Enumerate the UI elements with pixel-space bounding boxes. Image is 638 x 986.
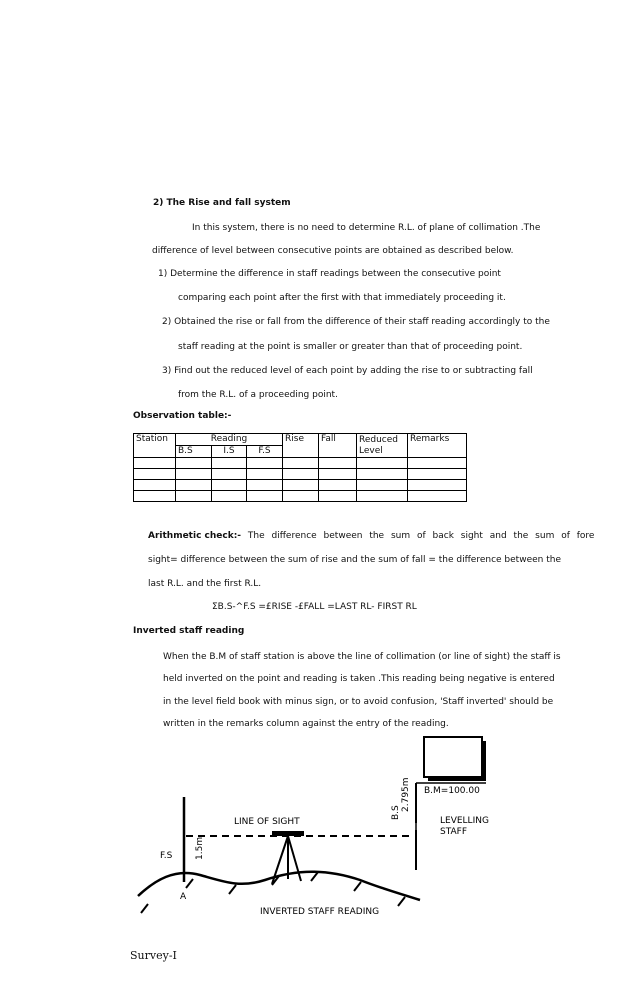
bm-label: B.M=100.00 <box>424 786 480 796</box>
intro-line-2: difference of level between consecutive points are obtained as described below. <box>152 246 514 256</box>
level-instrument-icon <box>272 831 304 836</box>
arithmetic-label: Arithmetic check:- <box>148 531 242 541</box>
observation-title: Observation table:- <box>133 411 232 421</box>
subheader-fs: F.S <box>247 446 283 458</box>
inverted-line-4: written in the remarks column against the entry of the reading. <box>163 719 449 729</box>
step-1-line-2: comparing each point after the first with that immediately proceeding it. <box>178 293 506 303</box>
step-2-line-2: staff reading at the point is smaller or greater than that of proceeding point. <box>178 342 523 352</box>
header-reduced: Reduced <box>359 435 399 445</box>
bs-value-label: 2.795m <box>401 777 411 812</box>
inverted-line-1: When the B.M of staff station is above the line of collimation (or line of sight) the staff is <box>163 652 561 662</box>
point-a-label: A <box>180 892 187 902</box>
arithmetic-line-2: sight= difference between the sum of rise and the sum of fall = the difference between the <box>148 555 561 565</box>
building-icon <box>424 737 482 777</box>
page-footer: Survey-I <box>130 949 177 962</box>
fs-label: F.S <box>160 851 173 861</box>
header-level: Level <box>359 446 383 456</box>
step-1-line-1: 1) Determine the difference in staff readings between the consecutive point <box>158 269 501 279</box>
header-fall: Fall <box>319 434 357 458</box>
arithmetic-line-3: last R.L. and the first R.L. <box>148 579 262 589</box>
step-3-line-1: 3) Find out the reduced level of each point by adding the rise to or subtracting fall <box>162 366 533 376</box>
levelling-label: LEVELLING <box>440 816 489 826</box>
header-rise: Rise <box>283 434 319 458</box>
inverted-line-2: held inverted on the point and reading is taken .This reading being negative is entered <box>163 674 555 684</box>
header-remarks: Remarks <box>408 434 467 458</box>
subheader-bs: B.S <box>176 446 212 458</box>
step-3-line-2: from the R.L. of a proceeding point. <box>178 390 338 400</box>
line-of-sight-label: LINE OF SIGHT <box>234 817 300 827</box>
arithmetic-formula: ΣB.S-^F.S =£RISE -£FALL =LAST RL- FIRST RL <box>212 602 417 612</box>
step-2-line-1: 2) Obtained the rise or fall from the difference of their staff reading accordingly to the <box>162 317 550 327</box>
bs-label: B.S <box>391 805 401 820</box>
staff-label: STAFF <box>440 827 468 837</box>
arithmetic-text: The difference between the sum of back sight and the sum of fore <box>241 531 595 541</box>
inverted-line-3: in the level field book with minus sign, or to avoid confusion, 'Staff inverted' should be <box>163 697 554 707</box>
subheader-is: I.S <box>212 446 247 458</box>
header-station: Station <box>134 434 176 458</box>
inverted-title: Inverted staff reading <box>133 626 245 636</box>
section-heading: 2) The Rise and fall system <box>153 198 291 208</box>
header-reading: Reading <box>176 434 283 446</box>
fs-value-label: 1.5m <box>195 836 205 860</box>
intro-line-1: In this system, there is no need to determine R.L. of plane of collimation .The <box>192 223 541 233</box>
diagram-caption: INVERTED STAFF READING <box>260 907 380 917</box>
